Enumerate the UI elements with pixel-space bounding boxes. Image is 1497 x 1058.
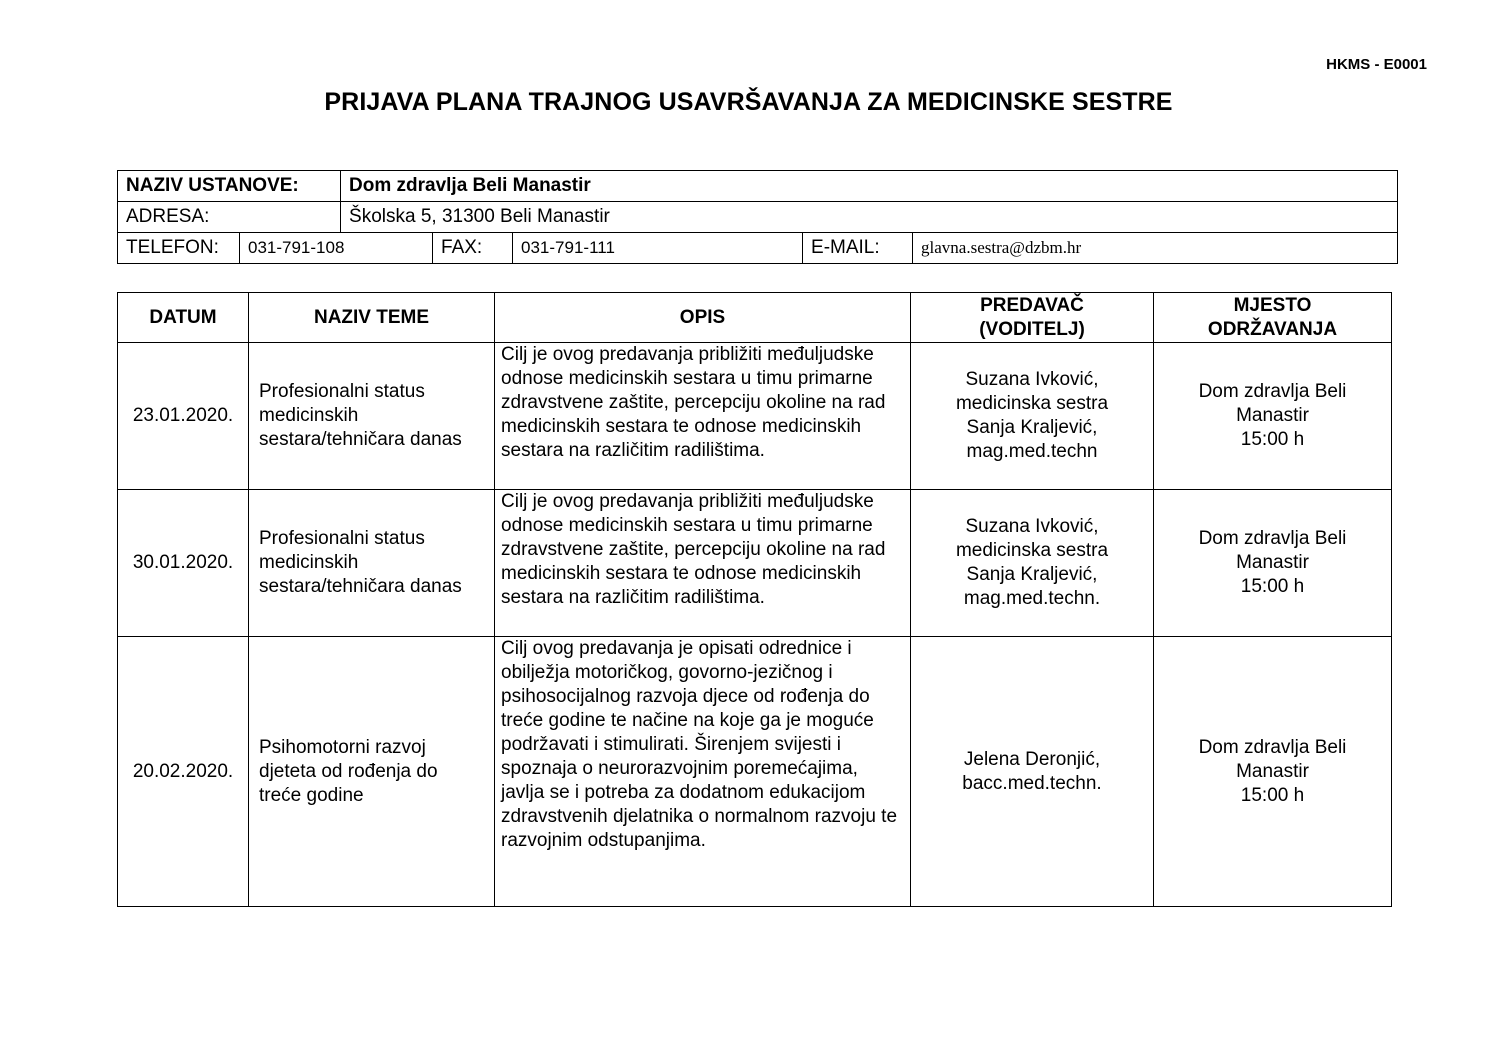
lecturer-line: mag.med.techn. <box>963 588 1101 609</box>
row-topic: Profesionalni status medicinskih sestara/tehničara danas <box>249 343 495 490</box>
place-line: Manastir <box>1236 552 1309 573</box>
plan-table <box>117 292 1392 907</box>
header-date: DATUM <box>118 293 249 343</box>
address-value: Školska 5, 31300 Beli Manastir <box>341 202 1398 233</box>
phone-value: 031-791-108 <box>240 233 433 264</box>
lecturer-line: medicinska sestra <box>955 540 1109 561</box>
row-topic: Psihomotorni razvoj djeteta od rođenja do treće godine <box>249 637 495 907</box>
header-lecturer-line2: (VODITELJ) <box>979 318 1085 340</box>
row-lecturer <box>911 343 1154 490</box>
lecturer-line: mag.med.techn <box>966 441 1098 462</box>
place-line: 15:00 h <box>1240 576 1305 597</box>
lecturer-line: Suzana Ivković, <box>965 516 1099 537</box>
row-description: Cilj ovog predavanja je opisati odrednice i obilježja motoričkog, govorno-jezičnog i psihosocijalnog razvoja djece od rođenja do treće godine te načine na koje ga je moguće podržavati i stimulirati. Širenjem svijesti i spoznaja o neurorazvojnim poremećajima, javlja se i potreba za dodatnom edukacijom zdravstvenih djelatnika o normalnom razvoju te razvojnim odstupanjima. <box>495 637 911 907</box>
lecturer-line: Sanja Kraljević, <box>966 564 1098 585</box>
institution-name: Dom zdravlja Beli Manastir <box>341 171 1398 202</box>
place-line: Manastir <box>1236 760 1309 782</box>
plan-header-row <box>118 293 1392 343</box>
table-row <box>118 637 1392 907</box>
fax-value: 031-791-111 <box>513 233 803 264</box>
place-line: 15:00 h <box>1240 784 1305 806</box>
row-description: Cilj je ovog predavanja približiti međuljudske odnose medicinskih sestara u timu primarne zdravstvene zaštite, percepciju okoline na rad medicinskih sestara te odnose medicinskih sestara na različitim radilištima. <box>495 490 911 637</box>
header-lecturer <box>911 293 1154 343</box>
header-place-line2: ODRŽAVANJA <box>1207 318 1338 340</box>
lecturer-line: Jelena Deronjić, <box>963 748 1101 770</box>
fax-label: FAX: <box>433 233 513 264</box>
lecturer-line: Sanja Kraljević, <box>966 417 1098 438</box>
form-code: HKMS - E0001 <box>1326 56 1427 73</box>
place-line: Dom zdravlja Beli <box>1198 381 1347 402</box>
lecturer-line: bacc.med.techn. <box>962 772 1102 794</box>
place-line: Dom zdravlja Beli <box>1198 736 1347 758</box>
place-line: 15:00 h <box>1240 429 1305 450</box>
row-description: Cilj je ovog predavanja približiti međuljudske odnose medicinskih sestara u timu primarne zdravstvene zaštite, percepciju okoline na rad medicinskih sestara te odnose medicinskih sestara na različitim radilištima. <box>495 343 911 490</box>
row-place <box>1154 637 1392 907</box>
row-date: 20.02.2020. <box>118 637 249 907</box>
row-place <box>1154 343 1392 490</box>
institution-table <box>117 170 1398 264</box>
header-topic: NAZIV TEME <box>249 293 495 343</box>
lecturer-line: medicinska sestra <box>955 393 1109 414</box>
row-place <box>1154 490 1392 637</box>
place-line: Manastir <box>1236 405 1309 426</box>
lecturer-line: Suzana Ivković, <box>965 369 1099 390</box>
phone-label: TELEFON: <box>118 233 240 264</box>
address-label: ADRESA: <box>118 202 341 233</box>
header-place <box>1154 293 1392 343</box>
row-lecturer <box>911 637 1154 907</box>
email-label: E-MAIL: <box>803 233 913 264</box>
place-line: Dom zdravlja Beli <box>1198 528 1347 549</box>
header-lecturer-line1: PREDAVAČ <box>980 294 1084 316</box>
row-lecturer <box>911 490 1154 637</box>
page-title: PRIJAVA PLANA TRAJNOG USAVRŠAVANJA ZA MEDICINSKE SESTRE <box>324 88 1173 116</box>
row-topic: Profesionalni status medicinskih sestara/tehničara danas <box>249 490 495 637</box>
header-place-line1: MJESTO <box>1233 294 1312 316</box>
row-date: 23.01.2020. <box>118 343 249 490</box>
institution-name-label: NAZIV USTANOVE: <box>118 171 341 202</box>
header-desc: OPIS <box>495 293 911 343</box>
table-row <box>118 490 1392 637</box>
table-row <box>118 343 1392 490</box>
email-value: glavna.sestra@dzbm.hr <box>913 233 1398 264</box>
row-date: 30.01.2020. <box>118 490 249 637</box>
